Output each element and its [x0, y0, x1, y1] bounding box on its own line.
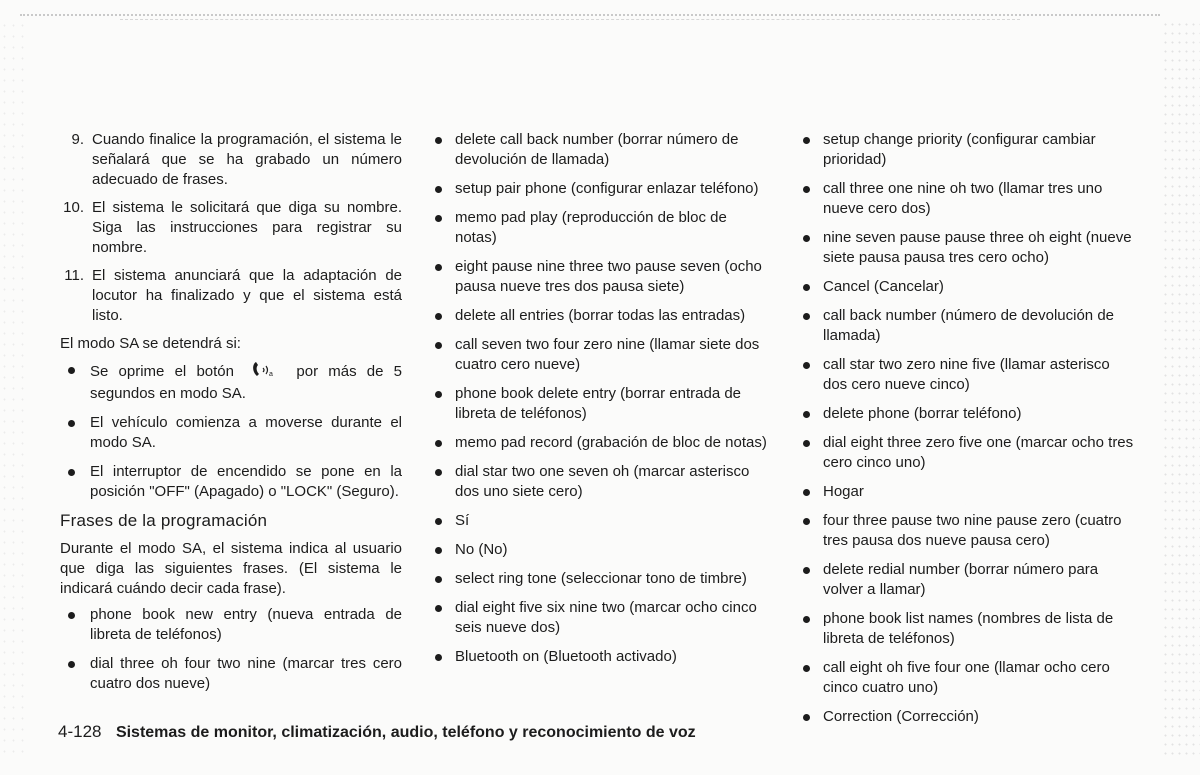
- section-heading: Frases de la programación: [60, 511, 268, 530]
- phrase-text: call eight oh five four one (llamar ocho cero cinco cuatro uno): [823, 659, 1110, 696]
- bullet-icon: [803, 665, 810, 672]
- phrase-text: four three pause two nine pause zero (cuatro tres pausa dos nueve pausa cero): [823, 512, 1122, 549]
- list-item: [800, 609, 1136, 649]
- bullet-icon: [68, 367, 75, 374]
- phrase-text: Bluetooth on (Bluetooth activado): [455, 648, 677, 665]
- bullet-icon: [435, 654, 442, 661]
- bullet-icon: [68, 661, 75, 668]
- bullet-icon: [435, 440, 442, 447]
- phrase-text: Cancel (Cancelar): [823, 278, 944, 295]
- condition-text: El interruptor de encendido se pone en la posición "OFF" (Apagado) o "LOCK" (Seguro).: [90, 463, 402, 500]
- phrase-text: phone book new entry (nueva entrada de libreta de teléfonos): [90, 606, 402, 643]
- list-item: [58, 605, 402, 645]
- bullet-icon: [803, 235, 810, 242]
- list-item: [432, 462, 772, 502]
- bullet-icon: [803, 186, 810, 193]
- bullet-icon: [803, 489, 810, 496]
- bullet-icon: [803, 284, 810, 291]
- step-number: 9.: [71, 131, 84, 148]
- phrase-text: No (No): [455, 541, 508, 558]
- chapter-title: Sistemas de monitor, climatización, audio, teléfono y reconocimiento de voz: [115, 724, 696, 741]
- bullet-icon: [435, 576, 442, 583]
- list-item: [432, 433, 772, 453]
- section-intro: Durante el modo SA, el sistema indica al usuario que diga las siguientes frases. (El sistema le indicará cuándo decir cada frase).: [60, 540, 402, 597]
- list-item: [800, 707, 1136, 727]
- phrase-text: delete phone (borrar teléfono): [823, 405, 1022, 422]
- bullet-icon: [435, 215, 442, 222]
- list-item: [432, 647, 772, 667]
- bullet-icon: [803, 567, 810, 574]
- phrase-text: select ring tone (seleccionar tono de timbre): [455, 570, 747, 587]
- phrase-text: memo pad play (reproducción de bloc de notas): [455, 209, 727, 246]
- list-item: [800, 482, 1136, 502]
- phrases-list-right: [800, 130, 1136, 727]
- phrase-text: phone book list names (nombres de lista de libreta de teléfonos): [823, 610, 1114, 647]
- bullet-icon: [68, 612, 75, 619]
- list-item: [432, 384, 772, 424]
- list-item: [800, 130, 1136, 170]
- bullet-icon: [435, 391, 442, 398]
- step-text: El sistema le solicitará que diga su nombre. Siga las instrucciones para registrar su nombre.: [92, 199, 402, 256]
- step-item-11: [58, 266, 402, 326]
- page-footer: [58, 722, 696, 742]
- bullet-icon: [803, 362, 810, 369]
- bullet-icon: [435, 605, 442, 612]
- phone-voice-icon: [250, 360, 280, 384]
- list-item: [432, 179, 772, 199]
- step-item-10: [58, 198, 402, 258]
- list-item: [58, 462, 402, 502]
- list-item: [432, 540, 772, 560]
- phrase-text: phone book delete entry (borrar entrada de libreta de teléfonos): [455, 385, 742, 422]
- bullet-icon: [435, 342, 442, 349]
- list-item: [58, 360, 402, 404]
- phrase-text: nine seven pause pause three oh eight (nueve siete pausa pausa tres cero ocho): [823, 229, 1132, 266]
- scan-left-margin-noise: [0, 20, 30, 760]
- column-middle: [432, 130, 772, 676]
- phrase-text: delete redial number (borrar número para volver a llamar): [823, 561, 1099, 598]
- step-item-9: [58, 130, 402, 190]
- scan-right-margin-noise: [1162, 20, 1200, 760]
- list-item: [800, 179, 1136, 219]
- phrase-text: Correction (Corrección): [823, 708, 979, 725]
- bullet-icon: [68, 469, 75, 476]
- scan-top-edge: [20, 14, 1160, 16]
- bullet-icon: [803, 616, 810, 623]
- list-item: [432, 335, 772, 375]
- phrase-text: setup pair phone (configurar enlazar teléfono): [455, 180, 759, 197]
- list-item: [800, 433, 1136, 473]
- list-item: [800, 306, 1136, 346]
- phrase-text: memo pad record (grabación de bloc de notas): [455, 434, 767, 451]
- svg-text:a: a: [269, 371, 274, 378]
- bullet-icon: [435, 313, 442, 320]
- column-left: [58, 130, 402, 703]
- list-item: [432, 208, 772, 248]
- phrases-list-middle: [432, 130, 772, 667]
- list-item: [58, 413, 402, 453]
- phrase-text: dial star two one seven oh (marcar asterisco dos uno siete cero): [455, 463, 750, 500]
- step-number: 10.: [63, 199, 84, 216]
- phrase-text: dial eight three zero five one (marcar ocho tres cero cinco uno): [823, 434, 1134, 471]
- list-item: [58, 654, 402, 694]
- bullet-icon: [803, 440, 810, 447]
- phrase-text: Sí: [455, 512, 470, 529]
- phrase-text: delete all entries (borrar todas las entradas): [455, 307, 746, 324]
- list-item: [800, 511, 1136, 551]
- bullet-icon: [803, 518, 810, 525]
- bullet-icon: [435, 518, 442, 525]
- phrase-text: Hogar: [823, 483, 864, 500]
- bullet-icon: [435, 264, 442, 271]
- bullet-icon: [435, 547, 442, 554]
- phrase-text: call three one nine oh two (llamar tres uno nueve cero dos): [823, 180, 1103, 217]
- list-item: [432, 569, 772, 589]
- list-item: [800, 658, 1136, 698]
- list-item: [432, 598, 772, 638]
- bullet-icon: [803, 137, 810, 144]
- phrase-text: setup change priority (configurar cambiar prioridad): [823, 131, 1096, 168]
- bullet-icon: [435, 469, 442, 476]
- list-item: [432, 306, 772, 326]
- column-right: [800, 130, 1136, 736]
- phrase-text: dial three oh four two nine (marcar tres cero cuatro dos nueve): [90, 655, 402, 692]
- phrase-text: call star two zero nine five (llamar asterisco dos cero nueve cinco): [823, 356, 1110, 393]
- bullet-icon: [803, 313, 810, 320]
- scan-top-edge-secondary: [120, 19, 1020, 20]
- list-item: [800, 560, 1136, 600]
- bullet-icon: [68, 420, 75, 427]
- list-item: [800, 228, 1136, 268]
- list-item: [800, 355, 1136, 395]
- bullet-icon: [803, 411, 810, 418]
- condition-text-before: Se oprime el botón: [90, 363, 234, 380]
- list-item: [800, 277, 1136, 297]
- phrase-text: call back number (número de devolución de llamada): [823, 307, 1114, 344]
- stop-conditions-list: [58, 360, 402, 502]
- bullet-icon: [435, 137, 442, 144]
- phrases-list-left: [58, 605, 402, 694]
- phrase-text: call seven two four zero nine (llamar siete dos cuatro cero nueve): [455, 336, 760, 373]
- stop-intro: El modo SA se detendrá si:: [60, 335, 241, 352]
- condition-text: El vehículo comienza a moverse durante el modo SA.: [90, 414, 402, 451]
- page-number: 4-128: [58, 722, 102, 741]
- phrase-text: dial eight five six nine two (marcar ocho cinco seis nueve dos): [455, 599, 757, 636]
- step-number: 11.: [64, 267, 84, 284]
- bullet-icon: [435, 186, 442, 193]
- list-item: [432, 130, 772, 170]
- list-item: [432, 511, 772, 531]
- list-item: [432, 257, 772, 297]
- phrase-text: eight pause nine three two pause seven (ocho pausa nueve tres dos pausa siete): [455, 258, 762, 295]
- bullet-icon: [803, 714, 810, 721]
- step-text: El sistema anunciará que la adaptación de locutor ha finalizado y que el sistema está listo.: [92, 267, 402, 324]
- phrase-text: delete call back number (borrar número de devolución de llamada): [455, 131, 739, 168]
- condition-text-after: por más de 5 segundos en modo SA.: [90, 363, 403, 402]
- list-item: [800, 404, 1136, 424]
- step-text: Cuando finalice la programación, el sistema le señalará que se ha grabado un número adecuado de frases.: [92, 131, 402, 188]
